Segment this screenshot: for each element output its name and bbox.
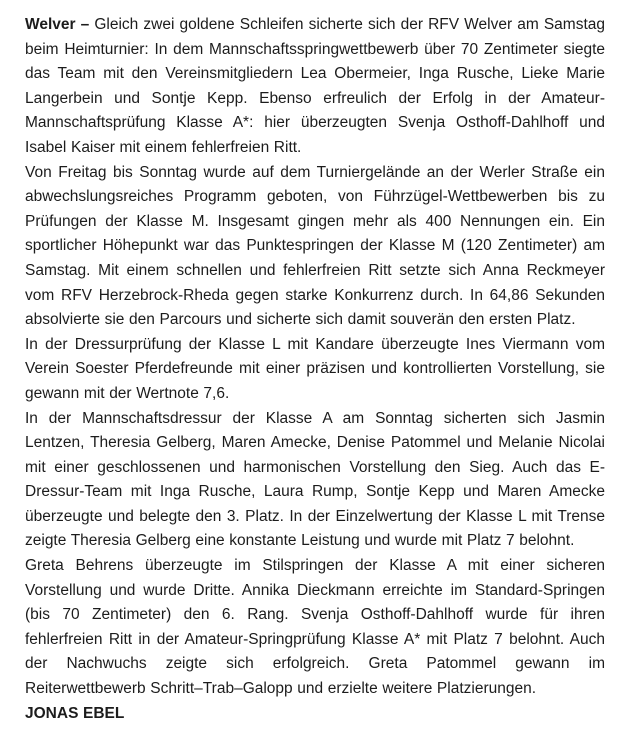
news-article bbox=[25, 13, 605, 726]
article-paragraph: In der Mannschaftsdressur der Klasse A am Sonntag sicherten sich Jasmin Lentzen, Theresia Gelberg, Maren Amecke, Denise Patommel und Melanie Nicolai mit einer geschlossenen und harmonischen Vorstellung den Sieg. Auch das E-Dressur-Team mit Inga Rusche, Laura Rump, Sontje Kepp und Maren Amecke überzeugte und belegte den 3. Platz. In der Einzelwertung der Klasse L mit Trense zeigte Theresia Gelberg eine konstante Leistung und wurde mit Platz 7 belohnt. bbox=[25, 409, 605, 550]
article-paragraph: Greta Behrens überzeugte im Stilspringen der Klasse A mit einer sicheren Vorstellung und wurde Dritte. Annika Dieckmann erreichte im Standard-Springen (bis 70 Zentimeter) den 6. Rang. Svenja Osthoff-Dahlhoff wurde für ihren fehlerfreien Ritt in der Amateur-Springprüfung Klasse A* mit Platz 7 belohnt. Auch der Nachwuchs zeigte sich erfolgreich. Greta Patommel gewann im Reiterwettbewerb Schritt–Trab–Galopp und erzielte weitere Platzierungen. bbox=[25, 557, 605, 698]
author-byline: JONAS EBEL bbox=[25, 704, 125, 722]
paragraph-text: Gleich zwei goldene Schleifen sicherte sich der RFV Welver am Samstag beim Heimturnier: In dem Mannschaftsspringwettbewerb über 70 Zentimeter siegte das Team mit den Vereinsmitgliedern Lea Obermeier, Inga Rusche, Lieke Marie Langerbein und Sontje Kepp. Ebenso erfreulich der Erfolg in der Amateur-Mannschaftsprüfung Klasse A*: hier überzeugten Svenja Osthoff-Dahlhoff und Isabel Kaiser mit einem fehlerfreien Ritt. bbox=[25, 16, 605, 156]
article-paragraph: In der Dressurprüfung der Klasse L mit Kandare überzeugte Ines Viermann vom Verein Soester Pferdefreunde mit einer präzisen und kontrollierten Vorstellung, sie gewann mit der Wertnote 7,6. bbox=[25, 335, 605, 402]
dateline: Welver – bbox=[25, 16, 90, 33]
article-paragraph: Von Freitag bis Sonntag wurde auf dem Turniergelände an der Werler Straße ein abwechslungsreiches Programm geboten, von Führzügel-Wettbewerben bis zu Prüfungen der Klasse M. Insgesamt gingen mehr als 400 Nennungen ein. Ein sportlicher Höhepunkt war das Punktespringen der Klasse M (120 Zentimeter) am Samstag. Mit einem schnellen und fehlerfreien Ritt setzte sich Anna Reckmeyer vom RFV Herzebrock-Rheda gegen starke Konkurrenz durch. In 64,86 Sekunden absolvierte sie den Parcours und sicherte sich damit souverän den ersten Platz. bbox=[25, 163, 605, 329]
article-paragraph bbox=[25, 13, 605, 161]
